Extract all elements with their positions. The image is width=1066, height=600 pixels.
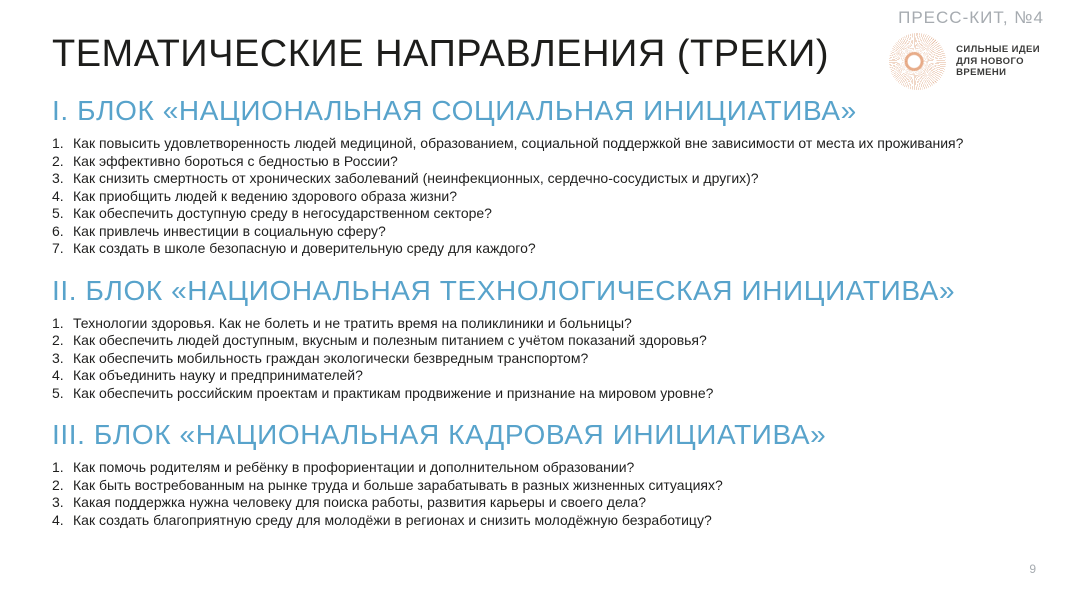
item-text: Как обеспечить российским проектам и практикам продвижение и признание на мировом уровне?	[73, 384, 714, 401]
list-item	[52, 205, 1026, 223]
list-item	[52, 153, 1026, 171]
item-number: 1.	[52, 459, 64, 475]
list-item	[52, 459, 1026, 477]
item-text: Как помочь родителям и ребёнку в профориентации и дополнительном образовании?	[73, 459, 635, 475]
item-text: Технологии здоровья. Как не болеть и не тратить время на поликлиники и больницы?	[73, 314, 632, 331]
item-text: Как объединить науку и предпринимателей?	[73, 367, 363, 383]
logo-wordmark-line: ДЛЯ НОВОГО	[956, 55, 1024, 67]
section-list	[52, 459, 1026, 529]
list-item	[52, 477, 1026, 495]
item-text: Как быть востребованным на рынке труда и больше зарабатывать в разных жизненных ситуациях?	[73, 476, 723, 493]
sections	[52, 93, 1026, 529]
list-item	[52, 240, 1026, 258]
item-number: 4.	[52, 367, 64, 383]
list-item	[52, 332, 1026, 350]
list-item	[52, 315, 1026, 333]
list-item	[52, 188, 1026, 206]
item-number: 2.	[52, 332, 64, 348]
section	[52, 273, 1026, 403]
item-text: Как эффективно бороться с бедностью в России?	[73, 152, 398, 169]
section-heading: II. БЛОК «НАЦИОНАЛЬНАЯ ТЕХНОЛОГИЧЕСКАЯ ИНИЦИАТИВА»	[52, 274, 956, 306]
list-item	[52, 223, 1026, 241]
sunburst-logo-icon	[889, 33, 946, 90]
item-text: Как снизить смертность от хронических заболеваний (неинфекционных, сердечно-сосудистых и других)?	[73, 170, 759, 186]
item-text: Как создать благоприятную среду для молодёжи в регионах и снизить молодёжную безработицу?	[73, 511, 712, 528]
list-item	[52, 385, 1026, 403]
item-number: 1.	[52, 314, 64, 331]
section-list	[52, 135, 1026, 258]
item-number: 2.	[52, 152, 64, 169]
page-number: 9	[1029, 562, 1036, 576]
list-item	[52, 350, 1026, 368]
list-item	[52, 135, 1026, 153]
list-item	[52, 170, 1026, 188]
item-number: 4.	[52, 187, 64, 204]
section	[52, 417, 1026, 529]
logo-wordmark-line: ВРЕМЕНИ	[956, 67, 1007, 79]
item-text: Как повысить удовлетворенность людей медициной, образованием, социальной поддержкой вне зависимости от места их проживания?	[73, 135, 964, 151]
item-text: Как создать в школе безопасную и доверительную среду для каждого?	[73, 240, 536, 256]
section-list	[52, 315, 1026, 403]
list-item	[52, 367, 1026, 385]
item-text: Как приобщить людей к ведению здорового образа жизни?	[73, 187, 458, 204]
item-number: 1.	[52, 135, 64, 151]
item-text: Как обеспечить людей доступным, вкусным и полезным питанием с учётом показаний здоровья?	[73, 332, 707, 348]
item-text: Как обеспечить мобильность граждан экологически безвредным транспортом?	[73, 349, 589, 366]
item-number: 3.	[52, 494, 64, 510]
logo	[889, 33, 1040, 90]
section	[52, 93, 1026, 258]
item-number: 6.	[52, 222, 64, 239]
item-number: 5.	[52, 205, 64, 221]
item-number: 5.	[52, 384, 64, 401]
item-text: Как привлечь инвестиции в социальную сферу?	[73, 222, 386, 239]
list-item	[52, 512, 1026, 530]
item-number: 3.	[52, 349, 64, 366]
section-heading: I. БЛОК «НАЦИОНАЛЬНАЯ СОЦИАЛЬНАЯ ИНИЦИАТИВА»	[52, 95, 857, 126]
section-heading: III. БЛОК «НАЦИОНАЛЬНАЯ КАДРОВАЯ ИНИЦИАТИВА»	[52, 419, 827, 450]
item-number: 3.	[52, 170, 64, 186]
presskit-label: ПРЕСС-КИТ, №4	[898, 8, 1044, 27]
item-text: Какая поддержка нужна человеку для поиска работы, развития карьеры и своего дела?	[73, 494, 647, 510]
logo-wordmark	[956, 44, 1040, 79]
page-title: ТЕМАТИЧЕСКИЕ НАПРАВЛЕНИЯ (ТРЕКИ)	[52, 33, 830, 75]
list-item	[52, 494, 1026, 512]
logo-wordmark-line: СИЛЬНЫЕ ИДЕИ	[956, 44, 1040, 56]
item-number: 2.	[52, 476, 64, 493]
item-number: 7.	[52, 240, 64, 256]
item-text: Как обеспечить доступную среду в негосударственном секторе?	[73, 205, 492, 221]
item-number: 4.	[52, 511, 64, 528]
